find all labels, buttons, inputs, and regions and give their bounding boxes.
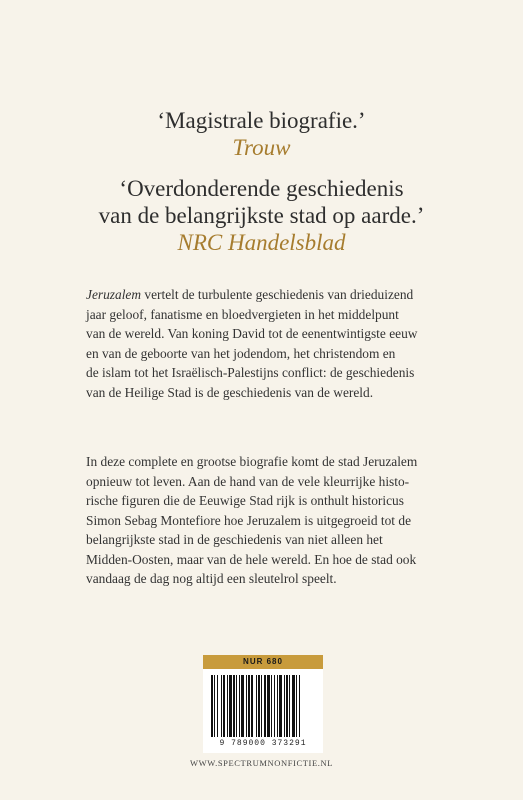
quote-2 <box>0 175 523 229</box>
blurb-paragraph-1 <box>86 285 448 402</box>
quote-2-line-2: van de belangrijkste stad op aarde.’ <box>98 203 425 228</box>
blurb-p1-line: jaar geloof, fanatisme en bloedvergieten in het middelpunt <box>86 306 399 322</box>
blurb-p2-line: Midden-Oosten, maar van de hele wereld. En hoe de stad ook <box>86 551 417 567</box>
isbn-digits: 9 789000 373291 <box>219 739 307 748</box>
nur-label: NUR 680 <box>203 655 323 669</box>
quote-1-source: Trouw <box>232 135 291 160</box>
blurb-p1-line: van de wereld. Van koning David tot de eenentwintigste eeuw <box>86 326 418 341</box>
blurb-p2-line: vandaag de dag nog altijd een sleutelrol speelt. <box>86 571 337 586</box>
blurb-p1-line: de islam tot het Israëlisch-Palestijns conflict: de geschiedenis <box>86 365 415 380</box>
blurb-paragraph-2 <box>86 452 448 589</box>
blurb-p1-line: Jeruzalem vertelt de turbulente geschiedenis van drieduizend <box>86 287 414 302</box>
blurb-p2-line: rische figuren die de Eeuwige Stad rijk is onthult historicus <box>86 493 404 508</box>
blurb-p2-line: opnieuw tot leven. Aan de hand van de vele kleurrijke histo- <box>86 473 410 489</box>
publisher-url: WWW.SPECTRUMNONFICTIE.NL <box>190 758 333 768</box>
blurb-p2-line: In deze complete en grootse biografie komt de stad Jeruzalem <box>86 454 418 469</box>
quote-1: ‘Magistrale biografie.’ <box>157 108 366 133</box>
blurb-p1-line: van de Heilige Stad is de geschiedenis van de wereld. <box>86 384 374 400</box>
quote-2-source: NRC Handelsblad <box>177 230 346 255</box>
quote-2-line-1: ‘Overdonderende geschiedenis <box>119 176 404 201</box>
isbn-barcode <box>203 655 323 753</box>
blurb-p2-line: belangrijkste stad in de geschiedenis van niet alleen het <box>86 532 383 547</box>
barcode-bars-icon <box>211 675 315 737</box>
blurb-p1-line: en van de geboorte van het jodendom, het christendom en <box>86 345 396 361</box>
blurb-p2-line: Simon Sebag Montefiore hoe Jeruzalem is uitgegroeid tot de <box>86 512 412 528</box>
book-title: Jeruzalem <box>86 287 142 302</box>
